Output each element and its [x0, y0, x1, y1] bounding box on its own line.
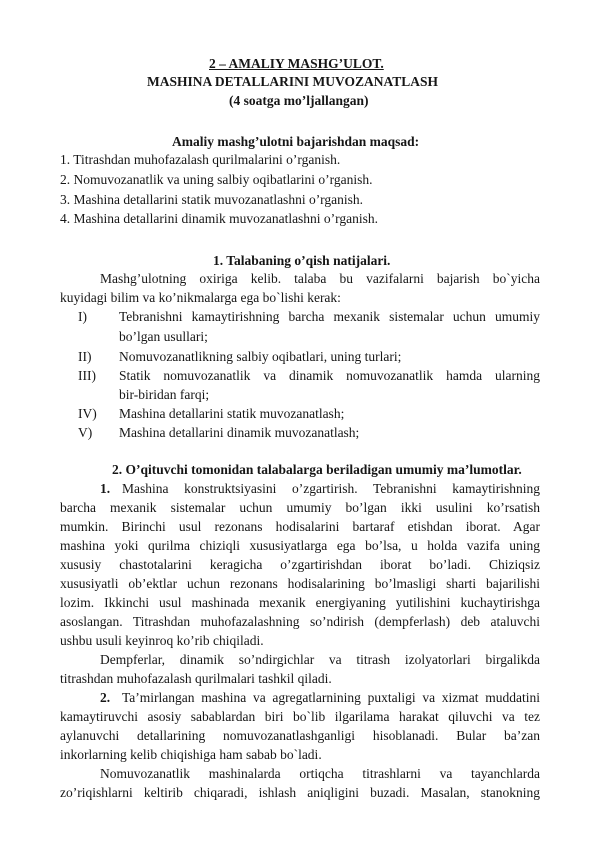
outcome-item: Tebranishni kamaytirishning barcha mexanik sistemalar uchun umumiy [119, 309, 540, 324]
outcome-number: III) [78, 368, 96, 383]
paragraph-line: asoslangan. Titrashdan muhofazalashning so’ndirish (dempferlash) deb ataluvchi [60, 614, 540, 629]
paragraph-number: 2. [100, 690, 111, 705]
paragraph-line: barcha mexanik sistemalar uchun umumiy bo’lgan ikki usulini ko’rsatish [60, 500, 540, 515]
paragraph-line: mumkin. Birinchi usul rezonans hodisalarini bartaraf etishdan iborat. Agar [60, 519, 540, 534]
paragraph-line: mashina yoki qurilma chiziqli xususiyatlarga ega bo’lsa, u holda vazifa uning [60, 538, 540, 553]
paragraph-line: lozim. Ikkinchi usul mashinada mexanik energiyaning yutilishini kuchaytirishga [60, 595, 540, 610]
outcome-number: I) [78, 309, 87, 324]
hours-note: (4 soatga mo’ljallangan) [229, 93, 369, 108]
paragraph-line: Dempferlar, dinamik so’ndirgichlar va titrash izolyatorlari birgalikda [100, 652, 540, 667]
paragraph-line: Mashina konstruktsiyasini o’zgartirish. Tebranishni kamaytirishning [122, 481, 540, 496]
outcome-item: bo’lgan usullari; [119, 329, 208, 344]
section2-heading: 2. O’qituvchi tomonidan talabalarga beriladigan umumiy ma’lumotlar. [112, 462, 522, 477]
purpose-item: 4. Mashina detallarini dinamik muvozanatlashni o’rganish. [60, 211, 379, 226]
paragraph-line: ushbu usuli keyinroq ko’rib chiqiladi. [60, 633, 264, 648]
section1-heading: 1. Talabaning o’qish natijalari. [213, 253, 391, 268]
section1-intro: Mashg’ulotning oxiriga kelib. talaba bu vazifalarni bajarish bo`yicha [100, 271, 540, 286]
paragraph-line: kamaytiruvchi asosiy sabablardan biri bo`lib ilgarilama harakat qiluvchi va tez [60, 709, 540, 724]
outcome-item: Statik nomuvozanatlik va dinamik nomuvozanatlik hamda ularning [119, 368, 540, 383]
paragraph-line: aylanuvchi detallarining nomuvozanatlashganligi hisoblanadi. Bular ba’zan [60, 728, 540, 743]
paragraph-line: zo’riqishlarni keltirib chiqaradi, ishlash aniqligini buzadi. Masalan, stanokning [60, 785, 540, 800]
outcome-number: IV) [78, 406, 97, 421]
paragraph-line: inkorlarning kelib chiqishiga ham sabab bo`ladi. [60, 747, 322, 762]
purpose-item: 1. Titrashdan muhofazalash qurilmalarini o’rganish. [60, 152, 341, 167]
outcome-item: Mashina detallarini dinamik muvozanatlash; [119, 425, 360, 440]
outcome-item: bir-biridan farqi; [119, 387, 210, 402]
purpose-item: 2. Nomuvozanatlik va uning salbiy oqibatlarini o’rganish. [60, 172, 373, 187]
purpose-item: 3. Mashina detallarini statik muvozanatlashni o’rganish. [60, 192, 364, 207]
paragraph-line: Nomuvozanatlik mashinalarda ortiqcha titrashlarni va tayanchlarda [100, 766, 540, 781]
document-subtitle: MASHINA DETALLARINI MUVOZANATLASH [147, 74, 439, 89]
paragraph-line: Ta’mirlangan mashina va agregatlarnining puxtaligi va xizmat muddatini [122, 690, 540, 705]
document-title: 2 – AMALIY MASHG’ULOT. [209, 56, 384, 71]
purpose-heading: Amaliy mashg’ulotni bajarishdan maqsad: [172, 134, 420, 149]
outcome-item: Nomuvozanatlikning salbiy oqibatlari, uning turlari; [119, 349, 402, 364]
paragraph-line: xususiy chastotalarini keragicha o’zgartirishdan iborat bo’ladi. Chiziqsiz [60, 557, 540, 572]
paragraph-number: 1. [100, 481, 111, 496]
outcome-number: V) [78, 425, 93, 440]
paragraph-line: titrashdan muhofazalash qurilmalari tashkil qiladi. [60, 671, 332, 686]
paragraph-line: xususiyatli ob’ektlar uchun rezonans hodisalarining bo’lmasligi sharti bajarilishi [60, 576, 540, 591]
outcome-number: II) [78, 349, 92, 364]
outcome-item: Mashina detallarini statik muvozanatlash; [119, 406, 345, 421]
section1-intro: kuyidagi bilim va ko’nikmalarga ega bo`lishi kerak: [60, 290, 341, 305]
